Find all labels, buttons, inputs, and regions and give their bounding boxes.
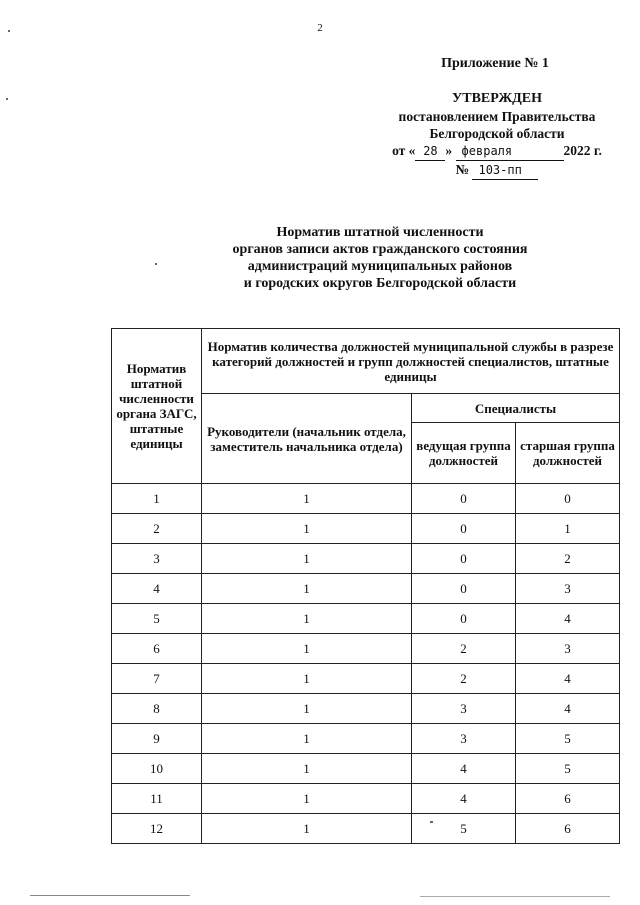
approval-line-2: Белгородской области xyxy=(429,126,565,141)
table-row xyxy=(112,544,620,574)
cell-staff-norm: 10 xyxy=(112,754,202,784)
cell-leaders: 1 xyxy=(202,604,412,634)
number-prefix: № xyxy=(455,162,470,177)
scan-speck xyxy=(6,98,8,100)
cell-senior: 6 xyxy=(516,784,620,814)
table-row xyxy=(112,484,620,514)
approved-label: УТВЕРЖДЕН xyxy=(451,91,543,106)
date-day: 28 xyxy=(415,143,445,161)
header-positions-norm: Норматив количества должностей муниципальной службы в разрезе категорий должностей и групп должностей специалистов, штатные единицы xyxy=(202,329,620,394)
cell-staff-norm: 12 xyxy=(112,814,202,844)
title-line-3: администраций муниципальных районов xyxy=(247,259,513,274)
cell-senior: 3 xyxy=(516,574,620,604)
date-year: 2022 г. xyxy=(563,143,602,158)
cell-senior: 1 xyxy=(516,514,620,544)
table-row xyxy=(112,514,620,544)
cell-staff-norm: 5 xyxy=(112,604,202,634)
table-row xyxy=(112,784,620,814)
cell-leaders: 1 xyxy=(202,574,412,604)
staff-norm-table xyxy=(111,328,620,844)
table-row xyxy=(112,754,620,784)
table-row xyxy=(112,664,620,694)
cell-leading: 0 xyxy=(412,604,516,634)
table-row xyxy=(112,814,620,844)
cell-senior: 6 xyxy=(516,814,620,844)
cell-staff-norm: 1 xyxy=(112,484,202,514)
cell-leaders: 1 xyxy=(202,754,412,784)
cell-senior: 5 xyxy=(516,724,620,754)
header-leading-group: ведущая группа должностей xyxy=(412,423,516,484)
cell-leading: 0 xyxy=(412,514,516,544)
cell-senior: 4 xyxy=(516,694,620,724)
approval-line-1: постановлением Правительства xyxy=(398,109,596,124)
cell-senior: 3 xyxy=(516,634,620,664)
number-value: 103-пп xyxy=(472,162,538,180)
cell-leaders: 1 xyxy=(202,634,412,664)
cell-staff-norm: 9 xyxy=(112,724,202,754)
approval-block xyxy=(372,90,622,180)
cell-staff-norm: 4 xyxy=(112,574,202,604)
date-mid: » xyxy=(445,143,453,158)
cell-staff-norm: 11 xyxy=(112,784,202,814)
cell-leading: 5 xyxy=(412,814,516,844)
header-senior-group: старшая группа должностей xyxy=(516,423,620,484)
cell-leading: 0 xyxy=(412,544,516,574)
cell-staff-norm: 7 xyxy=(112,664,202,694)
cell-staff-norm: 8 xyxy=(112,694,202,724)
cell-senior: 4 xyxy=(516,664,620,694)
approval-number xyxy=(372,161,622,180)
scan-speck xyxy=(155,263,157,265)
cell-leaders: 1 xyxy=(202,784,412,814)
cell-staff-norm: 3 xyxy=(112,544,202,574)
scan-speck xyxy=(430,821,433,823)
document-title xyxy=(180,224,580,292)
title-line-4: и городских округов Белгородской области xyxy=(243,276,517,291)
table-row xyxy=(112,694,620,724)
table-row xyxy=(112,724,620,754)
cell-senior: 5 xyxy=(516,754,620,784)
cell-senior: 0 xyxy=(516,484,620,514)
cell-leaders: 1 xyxy=(202,664,412,694)
cell-leading: 2 xyxy=(412,664,516,694)
scan-speck xyxy=(8,30,10,32)
date-month: февраля xyxy=(456,143,564,161)
scan-edge-line xyxy=(420,896,610,897)
cell-leaders: 1 xyxy=(202,544,412,574)
cell-senior: 4 xyxy=(516,604,620,634)
cell-leaders: 1 xyxy=(202,724,412,754)
cell-leading: 2 xyxy=(412,634,516,664)
cell-leading: 0 xyxy=(412,484,516,514)
cell-leaders: 1 xyxy=(202,514,412,544)
annex-label: Приложение № 1 xyxy=(441,56,549,71)
cell-leaders: 1 xyxy=(202,814,412,844)
cell-leaders: 1 xyxy=(202,484,412,514)
cell-leading: 3 xyxy=(412,694,516,724)
cell-leading: 0 xyxy=(412,574,516,604)
title-line-1: Норматив штатной численности xyxy=(276,225,484,240)
cell-senior: 2 xyxy=(516,544,620,574)
title-line-2: органов записи актов гражданского состояния xyxy=(232,242,528,257)
page-number: 2 xyxy=(317,22,323,34)
table-row xyxy=(112,604,620,634)
cell-leading: 3 xyxy=(412,724,516,754)
table-row xyxy=(112,634,620,664)
approval-date xyxy=(372,142,622,161)
cell-leading: 4 xyxy=(412,784,516,814)
header-leaders: Руководители (начальник отдела, заместитель начальника отдела) xyxy=(202,394,412,484)
date-prefix: от « xyxy=(392,143,416,158)
cell-staff-norm: 2 xyxy=(112,514,202,544)
table-row xyxy=(112,574,620,604)
cell-leading: 4 xyxy=(412,754,516,784)
cell-staff-norm: 6 xyxy=(112,634,202,664)
header-specialists: Специалисты xyxy=(412,394,620,423)
cell-leaders: 1 xyxy=(202,694,412,724)
header-staff-norm: Норматив штатной численности органа ЗАГС, штатные единицы xyxy=(112,329,202,484)
scan-edge-line xyxy=(30,895,190,896)
